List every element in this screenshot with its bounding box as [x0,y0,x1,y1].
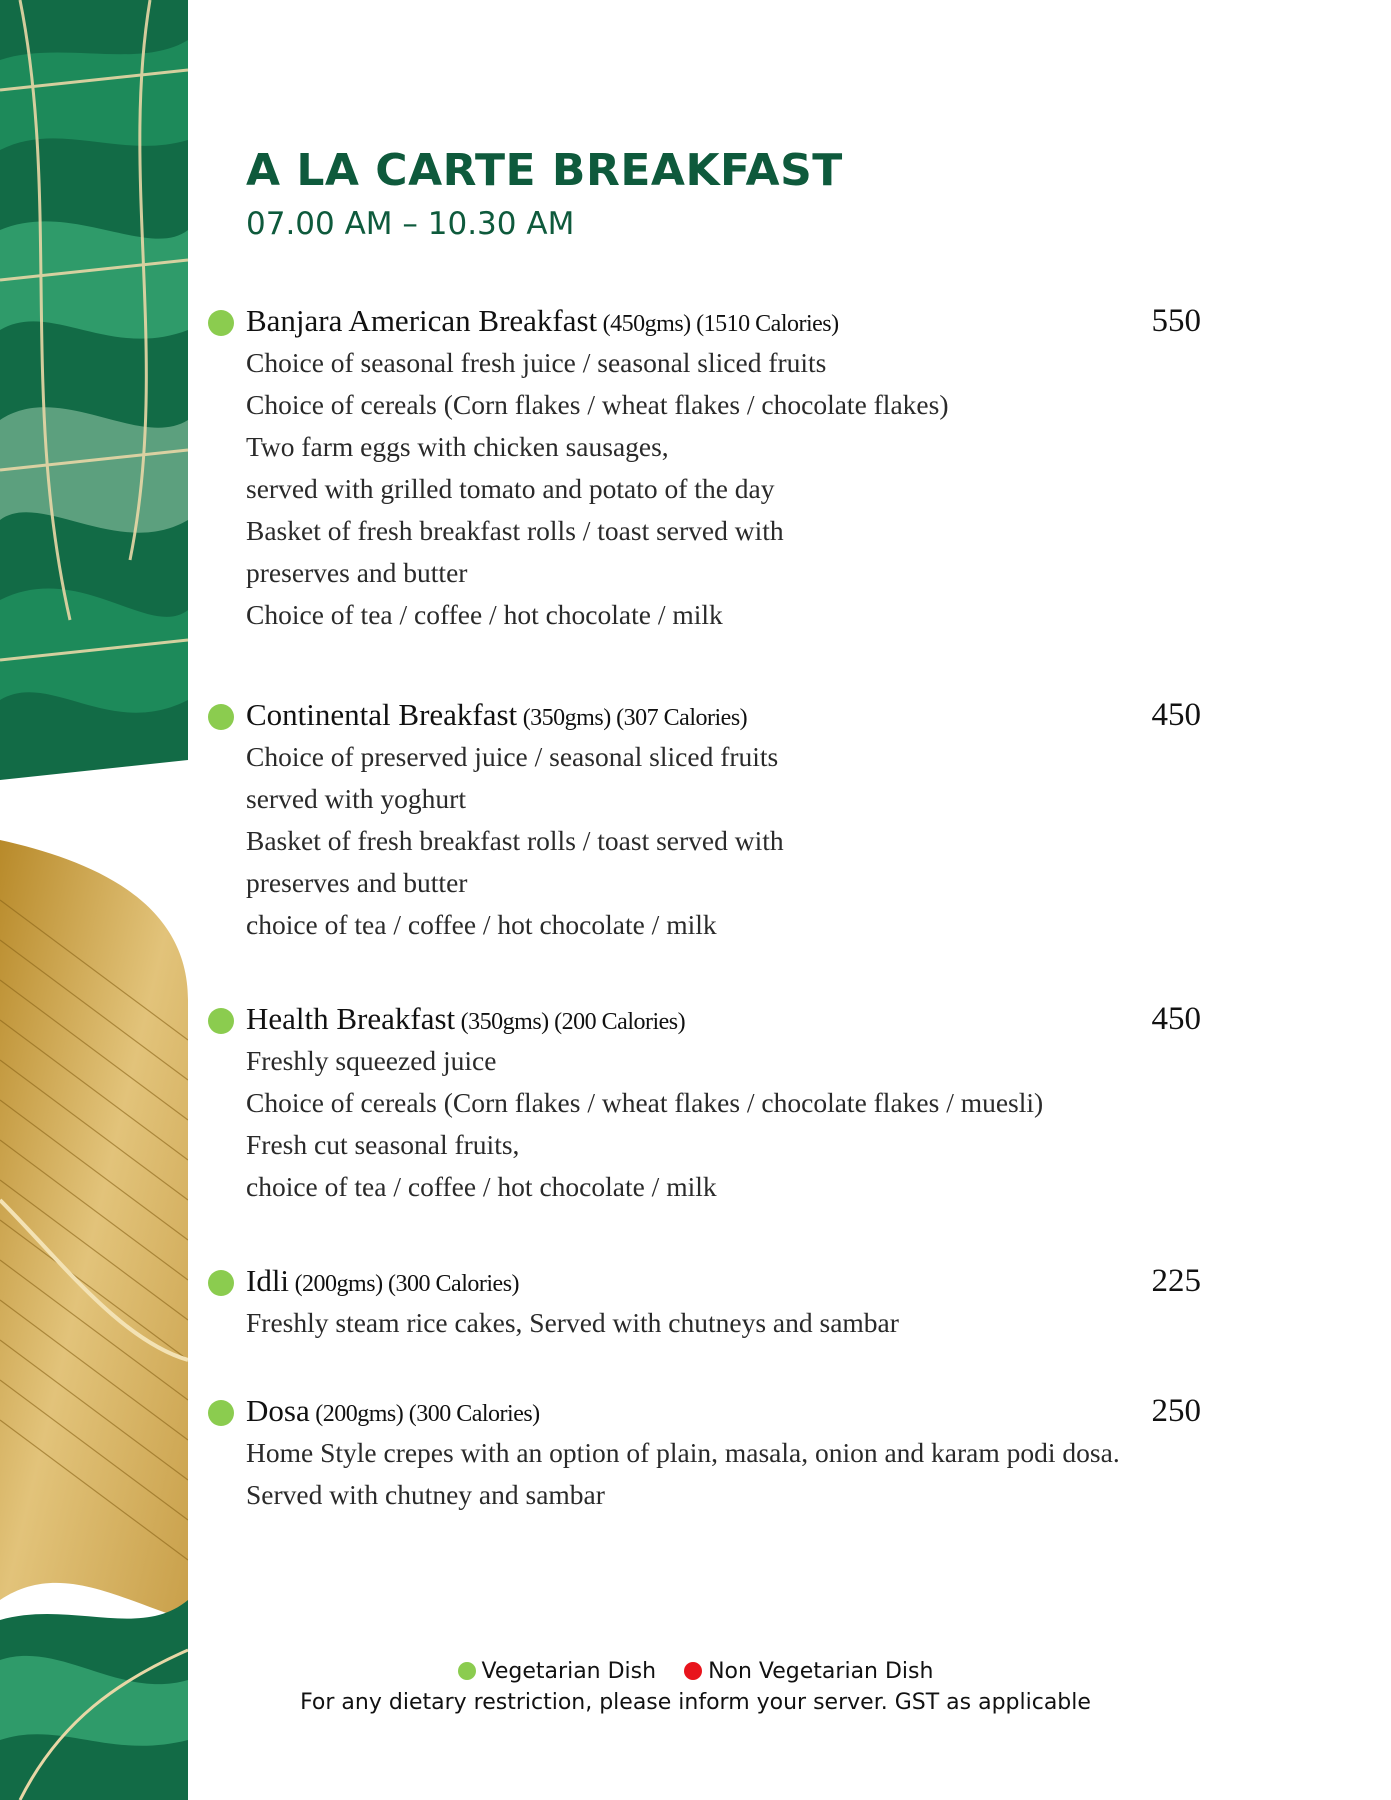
menu-item [0,300,1391,630]
veg-indicator-icon [208,1400,234,1426]
nonveg-legend-icon [684,1662,702,1680]
veg-indicator-icon [208,704,234,730]
page-title: A LA CARTE BREAKFAST [246,145,843,196]
description-line: Home Style crepes with an option of plain, masala, onion and karam podi dosa. [246,1437,1120,1468]
menu-item-header [0,1260,1391,1302]
item-name-text: Continental Breakfast [246,697,518,732]
menu-item-description [246,1432,1120,1516]
description-line: served with grilled tomato and potato of the day [246,473,775,504]
veg-indicator-icon [208,1008,234,1034]
description-line: Choice of seasonal fresh juice / seasonal sliced fruits [246,347,827,378]
item-weight-calories: (350gms) (307 Calories) [517,705,748,731]
veg-legend-icon [458,1662,476,1680]
description-line: preserves and butter [246,867,468,898]
leaf-illustration [0,0,188,1800]
menu-item-name [246,300,839,345]
description-line: Served with chutney and sambar [246,1479,605,1510]
menu-item-description [246,736,784,946]
description-line: Choice of cereals (Corn flakes / wheat flakes / chocolate flakes) [246,389,949,420]
nonveg-legend-label: Non Vegetarian Dish [708,1659,934,1684]
menu-header [246,142,843,244]
menu-item-name [246,998,685,1043]
description-line: Two farm eggs with chicken sausages, [246,431,669,462]
menu-item-price: 250 [1151,1393,1201,1429]
description-line: choice of tea / coffee / hot chocolate / milk [246,1171,717,1202]
item-name-text: Health Breakfast [246,1001,456,1036]
decorative-leaf-border [0,0,188,1800]
menu-item-name [246,1260,519,1305]
menu-item [0,1260,1391,1338]
legend-row [0,1656,1391,1688]
menu-item [0,1390,1391,1510]
veg-indicator-icon [208,310,234,336]
item-weight-calories: (450gms) (1510 Calories) [597,311,839,337]
item-name-text: Dosa [246,1393,310,1428]
item-weight-calories: (200gms) (300 Calories) [289,1271,520,1297]
menu-item-header [0,300,1391,342]
item-weight-calories: (200gms) (300 Calories) [309,1401,540,1427]
menu-item-description [246,1040,1043,1208]
description-line: Basket of fresh breakfast rolls / toast served with [246,515,784,546]
menu-item-name [246,694,747,739]
menu-item-price: 450 [1151,1001,1201,1037]
item-name-text: Banjara American Breakfast [246,303,598,338]
menu-item [0,998,1391,1202]
menu-item-name [246,1390,540,1435]
menu-item-description [246,1302,899,1344]
item-weight-calories: (350gms) (200 Calories) [455,1009,686,1035]
description-line: Choice of preserved juice / seasonal sliced fruits [246,741,779,772]
menu-item [0,694,1391,940]
dietary-note: For any dietary restriction, please inform your server. GST as applicable [300,1690,1091,1715]
description-line: preserves and butter [246,557,468,588]
menu-item-price: 225 [1151,1263,1201,1299]
veg-indicator-icon [208,1270,234,1296]
description-line: Freshly steam rice cakes, Served with chutneys and sambar [246,1307,899,1338]
description-line: Fresh cut seasonal fruits, [246,1129,520,1160]
description-line: Freshly squeezed juice [246,1045,497,1076]
dietary-legend [0,1656,1391,1718]
menu-item-description [246,342,948,636]
description-line: served with yoghurt [246,783,466,814]
menu-item-price: 550 [1151,303,1201,339]
item-name-text: Idli [246,1263,290,1298]
description-line: choice of tea / coffee / hot chocolate / milk [246,909,717,940]
description-line: Choice of cereals (Corn flakes / wheat flakes / chocolate flakes / muesli) [246,1087,1044,1118]
veg-legend-label: Vegetarian Dish [481,1659,657,1684]
menu-item-header [0,694,1391,736]
menu-item-header [0,1390,1391,1432]
menu-item-header [0,998,1391,1040]
menu-item-price: 450 [1151,697,1201,733]
service-hours: 07.00 AM – 10.30 AM [246,206,575,242]
description-line: Choice of tea / coffee / hot chocolate / milk [246,599,723,630]
description-line: Basket of fresh breakfast rolls / toast served with [246,825,784,856]
